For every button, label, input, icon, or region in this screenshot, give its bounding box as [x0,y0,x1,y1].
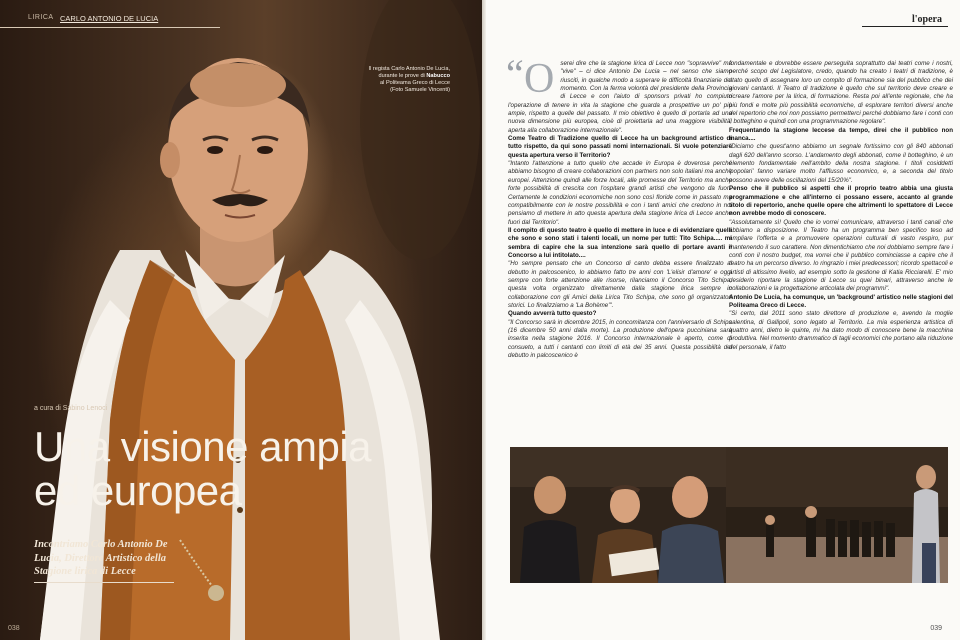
caption-line-2: durante le prove di [378,73,425,79]
interview-question: Il compito di questo teatro è quello di mettere in luce e di evidenziare quelli che sono e sono stati i talenti locali, un nome per tutti: Tito Schipa..... mi sembra di capire che la sua intenzione sarà quello di portare avanti il Concorso a lui intitolato.... [508,226,732,259]
photo-caption [346,66,450,94]
article-column-left [506,51,732,360]
caption-opera-title: Nabucco [426,73,450,79]
interview-question: Frequentando la stagione leccese da tempo, direi che il pubblico non manca.... [729,126,953,143]
caption-line-1: Il regista Carlo Antonio De Lucia, [368,66,450,72]
interview-question: Antonio De Lucia, ha comunque, un 'background' artistico nelle stagioni del Politeama Greco di Lecce. [729,293,953,309]
interview-answer: "Ho sempre pensato che un Concorso di canto debba essere finalizzato al debutto in palcoscenico, lo abbiamo fatto tre anni con 'L'elisir d'amore' e oggi sempre con forte attenzione alle risorse, rilanciamo il Concorso Tito Schipa, questa volta organizzato direttamente dalla stagione lirica sempre in collaborazione con gli Amici della Lirica Tito Schipa, che sono gli organizzatori storici. Lo finalizziamo a 'La Bohème'". [508,260,732,309]
brand-rule [862,26,948,27]
interview-answer: "Il Concorso sarà in dicembre 2015, in concomitanza con l'anniversario di Schipa (16 dicembre 50 anni dalla morte). La produzione dell'opera pucciniana sarà inserita nella stagione 2016. Il Concorso internazionale è aperto, come di consueto, a tutti i cantanti con limiti di età dei 35 anni. Questa possibilità del debutto in palcoscenico è [508,318,732,360]
interview-answer: "Assolutamente sì! Quello che io vorrei comunicare, attraverso i tanti canali che abbiamo a disposizione. Il Teatro ha un programma ben specifico teso ad ampliare l'offerta e a promuovere operazioni culturali di vasto respiro, pur mantenendo il suo carattere. Non dimentichiamo che noi dobbiamo sempre fare i conti con il nostro budget, ma vorrei che il pubblico cominciasse a capire che il teatro ha un percorso diverso. Io ringrazio i miei predecessori; ricordo spettacoli e artisti di altissimo livello, ad esempio sotto la gestione di Katia Ricciarelli. E' mio desiderio riportare la stagione di Lecce su quei binari, attraverso anche le collaborazioni e la progettazione articolata dei programmi". [729,218,953,293]
byline: a cura di Sabino Lenoci [34,405,108,412]
page-number-left: 038 [8,625,20,632]
interview-answer: fondamentale e dovrebbe essere perseguita soprattutto dai teatri come i nostri, perché scopo del Legislatore, credo, quando ha creato i teatri di tradizione, è stato quello di assegnare loro un compito di formazione sia del pubblico che dei giovani cantanti. Il Teatro di tradizione è quello che sul territorio deve creare e ricreare l'amore per la lirica, di formazione. Resta poi all'ente regionale, che ha più fondi e molte più possibilità economiche, di esplorare territori diversi anche del repertorio che noi non possiamo permetterci perché dobbiamo fare i conti con il botteghino e quindi con una programmazione regolare". [729,60,953,126]
subhead-rule [34,582,174,583]
section-label: LIRICA [28,14,54,21]
dropcap: O [524,56,555,102]
interview-answer: "Diciamo che quest'anno abbiamo un segnale fortissimo con gli 840 abbonati dagli 620 dell'anno scorso. L'andamento degli abbonati, come il botteghino, è un elemento fondamentale nell'ambito della nostra stagione. I titoli cosiddetti 'popolari' fanno variare molto l'afflusso economico, e, a seconda del titolo possono avere delle oscillazioni del 15/20%". [729,143,953,184]
right-page [486,0,960,640]
magazine-brand: l'opera [912,14,942,25]
interview-question: Penso che il pubblico si aspetti che il proprio teatro abbia una giusta programmazione e che all'interno ci possano essere, accanto al grande titolo di repertorio, anche quelle opere che altrimenti lo spettatore di Lecce non avrebbe modo di conoscere. [729,185,953,218]
interview-answer: "Si certo, dal 2011 sono stato direttore di produzione e, avendo la moglie salentina, di Gallipoli, sono legato al Territorio. La mia esperienza artistica di quattro anni, dietro le quinte, mi ha dato modo di conoscere bene la macchina produttiva. Nel momento drammatico di tagli economici che portano alla riduzione del personale, il fatto [729,310,953,351]
caption-credit: (Foto Samuele Vincenti) [390,87,450,93]
headline-line-2: ed europea [34,467,242,514]
subheadline: Incontriamo Carlo Antonio De Lucia, Direttore Artistico della Stagione lirica di Lecce [34,539,168,577]
headline [34,425,454,513]
header-name: CARLO ANTONIO DE LUCIA [60,14,159,23]
interview-answer: "Intanto l'attenzione a tutto quello che accade in Europa è doverosa perché abbiamo bisogno di creare collaborazioni con partners non solo italiani ma anche europei. Attenzione quindi alle forze locali, alle promesse del Territorio ma anche forte possibilità di crescita con l'ospitare grandi artisti che vengono da fuori. Certamente le condizioni economiche non sono così floride come in passato ma compatibilmente con le nostre possibilità e con i tanti amici che credono in noi pensiamo di mettere in atto questa apertura della stagione lirica di Lecce anche fuori dal Territorio". [508,160,732,226]
interview-question: Quando avverrà tutto questo? [508,310,597,318]
page-number-right: 039 [930,625,942,632]
interview-answer: serei dire che la stagione lirica di Lecce non "sopravvive" ma "vive" – ci dice Antonio De Lucia – nel senso che siamo riusciti, in qualche modo a superare le difficoltà finanziarie del momento. Con la ferma volontà del presidente della Provincia di Lecce e con l'aiuto di sponsors privati ho compiuto l'operazione di tenere in vita la stagione che guarda a prospettive un po' più ampie, rispetto a quelle del passato. Il mio obiettivo è quello di portarla ad una nuova dimensione più europea, cioè di proiettarla ad una maggiore visibilità, aperta alla collaborazione internazionale". [508,60,732,134]
header-rule [0,27,220,28]
article-column-right [729,60,953,352]
quote-mark-icon: “ [506,51,524,96]
rehearsal-photo-2 [726,447,948,583]
rehearsal-photo-1 [510,447,732,583]
interview-question: Come Teatro di Tradizione quello di Lecce ha un background artistico di tutto rispetto, da qui sono passati nomi internazionali. Si vuole potenziare questa apertura verso il Territorio? [508,135,732,159]
headline-line-1: Una visione ampia [34,423,372,470]
caption-line-3: al Politeama Greco di Lecce [380,80,450,86]
